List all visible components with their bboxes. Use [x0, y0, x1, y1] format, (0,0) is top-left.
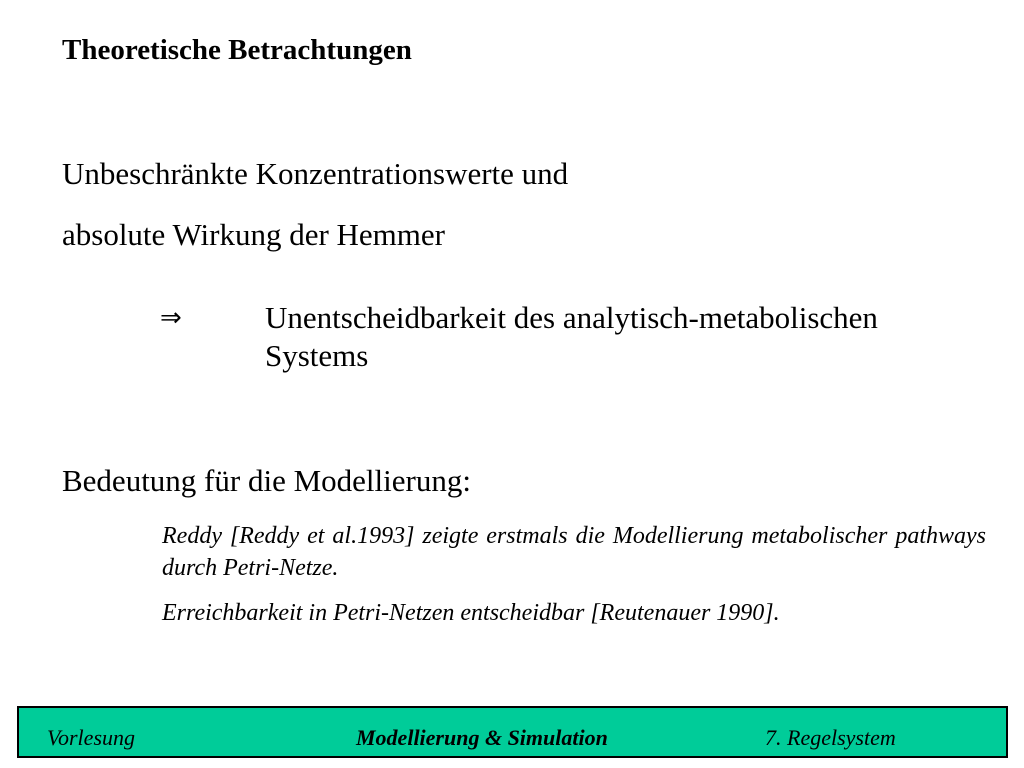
- footer-bar: [17, 706, 1008, 758]
- footer-lecture-title: Modellierung & Simulation: [356, 725, 608, 750]
- reference-block: [162, 520, 986, 642]
- reference-reutenauer: Erreichbarkeit in Petri-Netzen entscheidbar [Reutenauer 1990].: [162, 600, 780, 626]
- implies-arrow-icon: ⇒: [160, 303, 182, 333]
- footer-chapter: 7. Regelsystem: [765, 725, 896, 750]
- statement-line-2: absolute Wirkung der Hemmer: [62, 217, 445, 252]
- implication-text: Unentscheidbarkeit des analytisch-metabolischen Systems: [265, 300, 878, 373]
- reference-reddy: Reddy [Reddy et al.1993] zeigte erstmals die Modellierung metabolischer pathways durch Petri-Netze.: [162, 523, 986, 581]
- footer-course-label: Vorlesung: [47, 725, 135, 750]
- bedeutung-heading: Bedeutung für die Modellierung:: [62, 463, 471, 498]
- slide-title: Theoretische Betrachtungen: [62, 34, 412, 66]
- statement-line-1: Unbeschränkte Konzentrationswerte und: [62, 156, 569, 191]
